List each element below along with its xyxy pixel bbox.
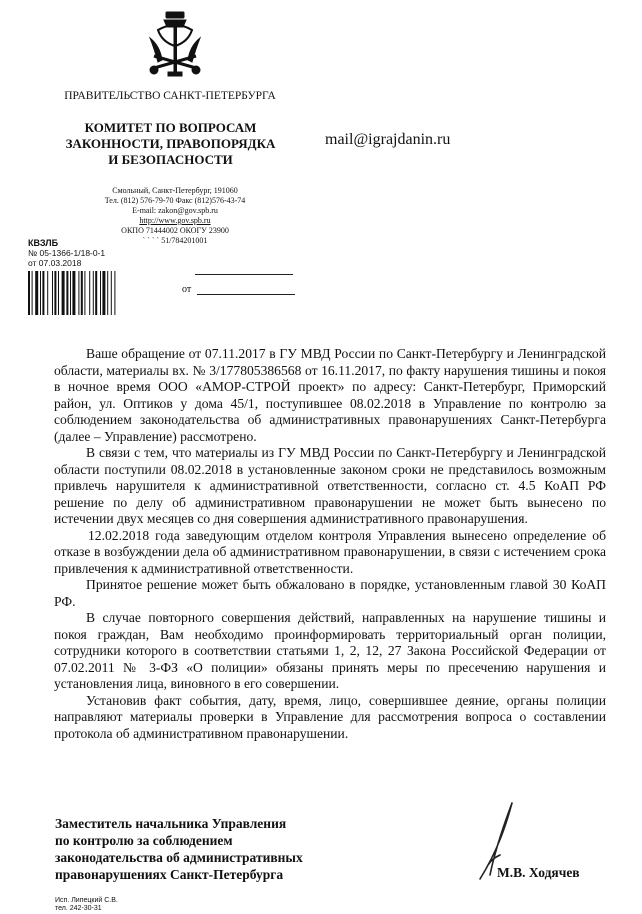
body-paragraph: Принятое решение может быть обжаловано в порядке, установленным главой 30 КоАП РФ. <box>54 577 606 609</box>
executor-name: Исп. Липецкий С.В. <box>55 897 118 904</box>
recipient-email: mail@igrajdanin.ru <box>325 131 451 148</box>
registration-date-line <box>197 294 295 295</box>
sender-codes: ОКПО 71444002 ОКОГУ 23900 <box>121 226 229 235</box>
body-paragraph: Ваше обращение от 07.11.2017 в ГУ МВД России по Санкт-Петербургу и Ленинградской области, материалы вх. № 3/177805386568 от 16.11.2017, по факту нарушения тишины и покоя в ночное время ООО «АМОР-СТРОЙ проект» по адресу: Санкт-Петербург, Приморский район, ул. Оптиков у дома 45/1, поступившее 08.02.2018 в Управление по контролю за соблюдением законодательства об административных правонарушениях Санкт-Петербурга (далее – Управление) рассмотрено. <box>54 346 606 444</box>
executor-info <box>55 897 118 913</box>
signatory-name: М.В. Ходячев <box>497 865 580 880</box>
sender-contacts <box>70 186 280 246</box>
signatory-position <box>55 815 355 883</box>
registration-number-line <box>195 274 293 275</box>
body-paragraph: В связи с тем, что материалы из ГУ МВД России по Санкт-Петербургу и Ленинградской области поступили 08.02.2018 в установленные законом сроки не представилось возможным привлечь нарушителя к административной ответственности, согласно ст. 4.5 КоАП РФ решение по делу об административном правонарушении не может быть вынесено по истечении двух месяцев со дня совершения административного правонарушения. <box>54 445 606 526</box>
stamp-code: КВЗЛБ <box>28 238 59 248</box>
signatory-position-line: по контролю за соблюдением <box>55 833 233 848</box>
body-paragraph: 12.02.2018 года заведующим отделом контроля Управления вынесено определение об отказе в возбуждении дела об административном правонарушении, в связи с истечением срока привлечения к административной ответственности. <box>54 527 606 576</box>
executor-phone: тел. 242-30-31 <box>55 905 102 912</box>
signatory-position-line: правонарушениях Санкт-Петербурга <box>55 867 284 882</box>
body-paragraph: Установив факт события, дату, время, лицо, совершившее деяние, органы полиции направляют материалы проверки в Управление для рассмотрения вопроса о составлении протокола об административном правонарушении. <box>54 692 606 741</box>
body-paragraph: В случае повторного совершения действий, направленных на нарушение тишины и покоя граждан, Вам необходимо проинформировать территориальный орган полиции, сотрудники которого в соответствии статьями 1, 2, 12, 27 Закона Российской Федерации от 07.02.2011 № 3-ФЗ «О полиции» обязаны принять меры по пресечению нарушения и установления лица, виновного в его совершении. <box>54 610 606 691</box>
committee-line: И БЕЗОПАСНОСТИ <box>108 152 233 167</box>
sender-email: E-mail: zakon@gov.spb.ru <box>132 206 218 215</box>
sender-address: Смольный, Санкт-Петербург, 191060 <box>112 186 238 195</box>
registration-stamp <box>28 238 105 268</box>
registration-from-label: от <box>182 284 192 295</box>
stamp-date: от 07.03.2018 <box>28 258 82 268</box>
letter-body <box>54 346 606 742</box>
signatory-position-line: законодательства об административных <box>55 850 303 865</box>
sender-website-link[interactable]: http://www.gov.spb.ru <box>139 216 211 225</box>
sender-phones: Тел. (812) 576-79-70 Факс (812)576-43-74 <box>104 196 246 205</box>
committee-name <box>48 120 293 168</box>
barcode-icon <box>28 271 144 315</box>
sender-codes-2: ` ` ` ` 51/784201001 <box>142 236 208 245</box>
signatory-position-line: Заместитель начальника Управления <box>55 816 287 831</box>
government-title: ПРАВИТЕЛЬСТВО САНКТ-ПЕТЕРБУРГА <box>64 90 276 102</box>
spb-coat-of-arms-emblem <box>144 10 206 78</box>
committee-line: ЗАКОННОСТИ, ПРАВОПОРЯДКА <box>65 136 276 151</box>
committee-line: КОМИТЕТ ПО ВОПРОСАМ <box>84 120 257 135</box>
stamp-number: № 05-1366-1/18-0-1 <box>28 248 106 258</box>
